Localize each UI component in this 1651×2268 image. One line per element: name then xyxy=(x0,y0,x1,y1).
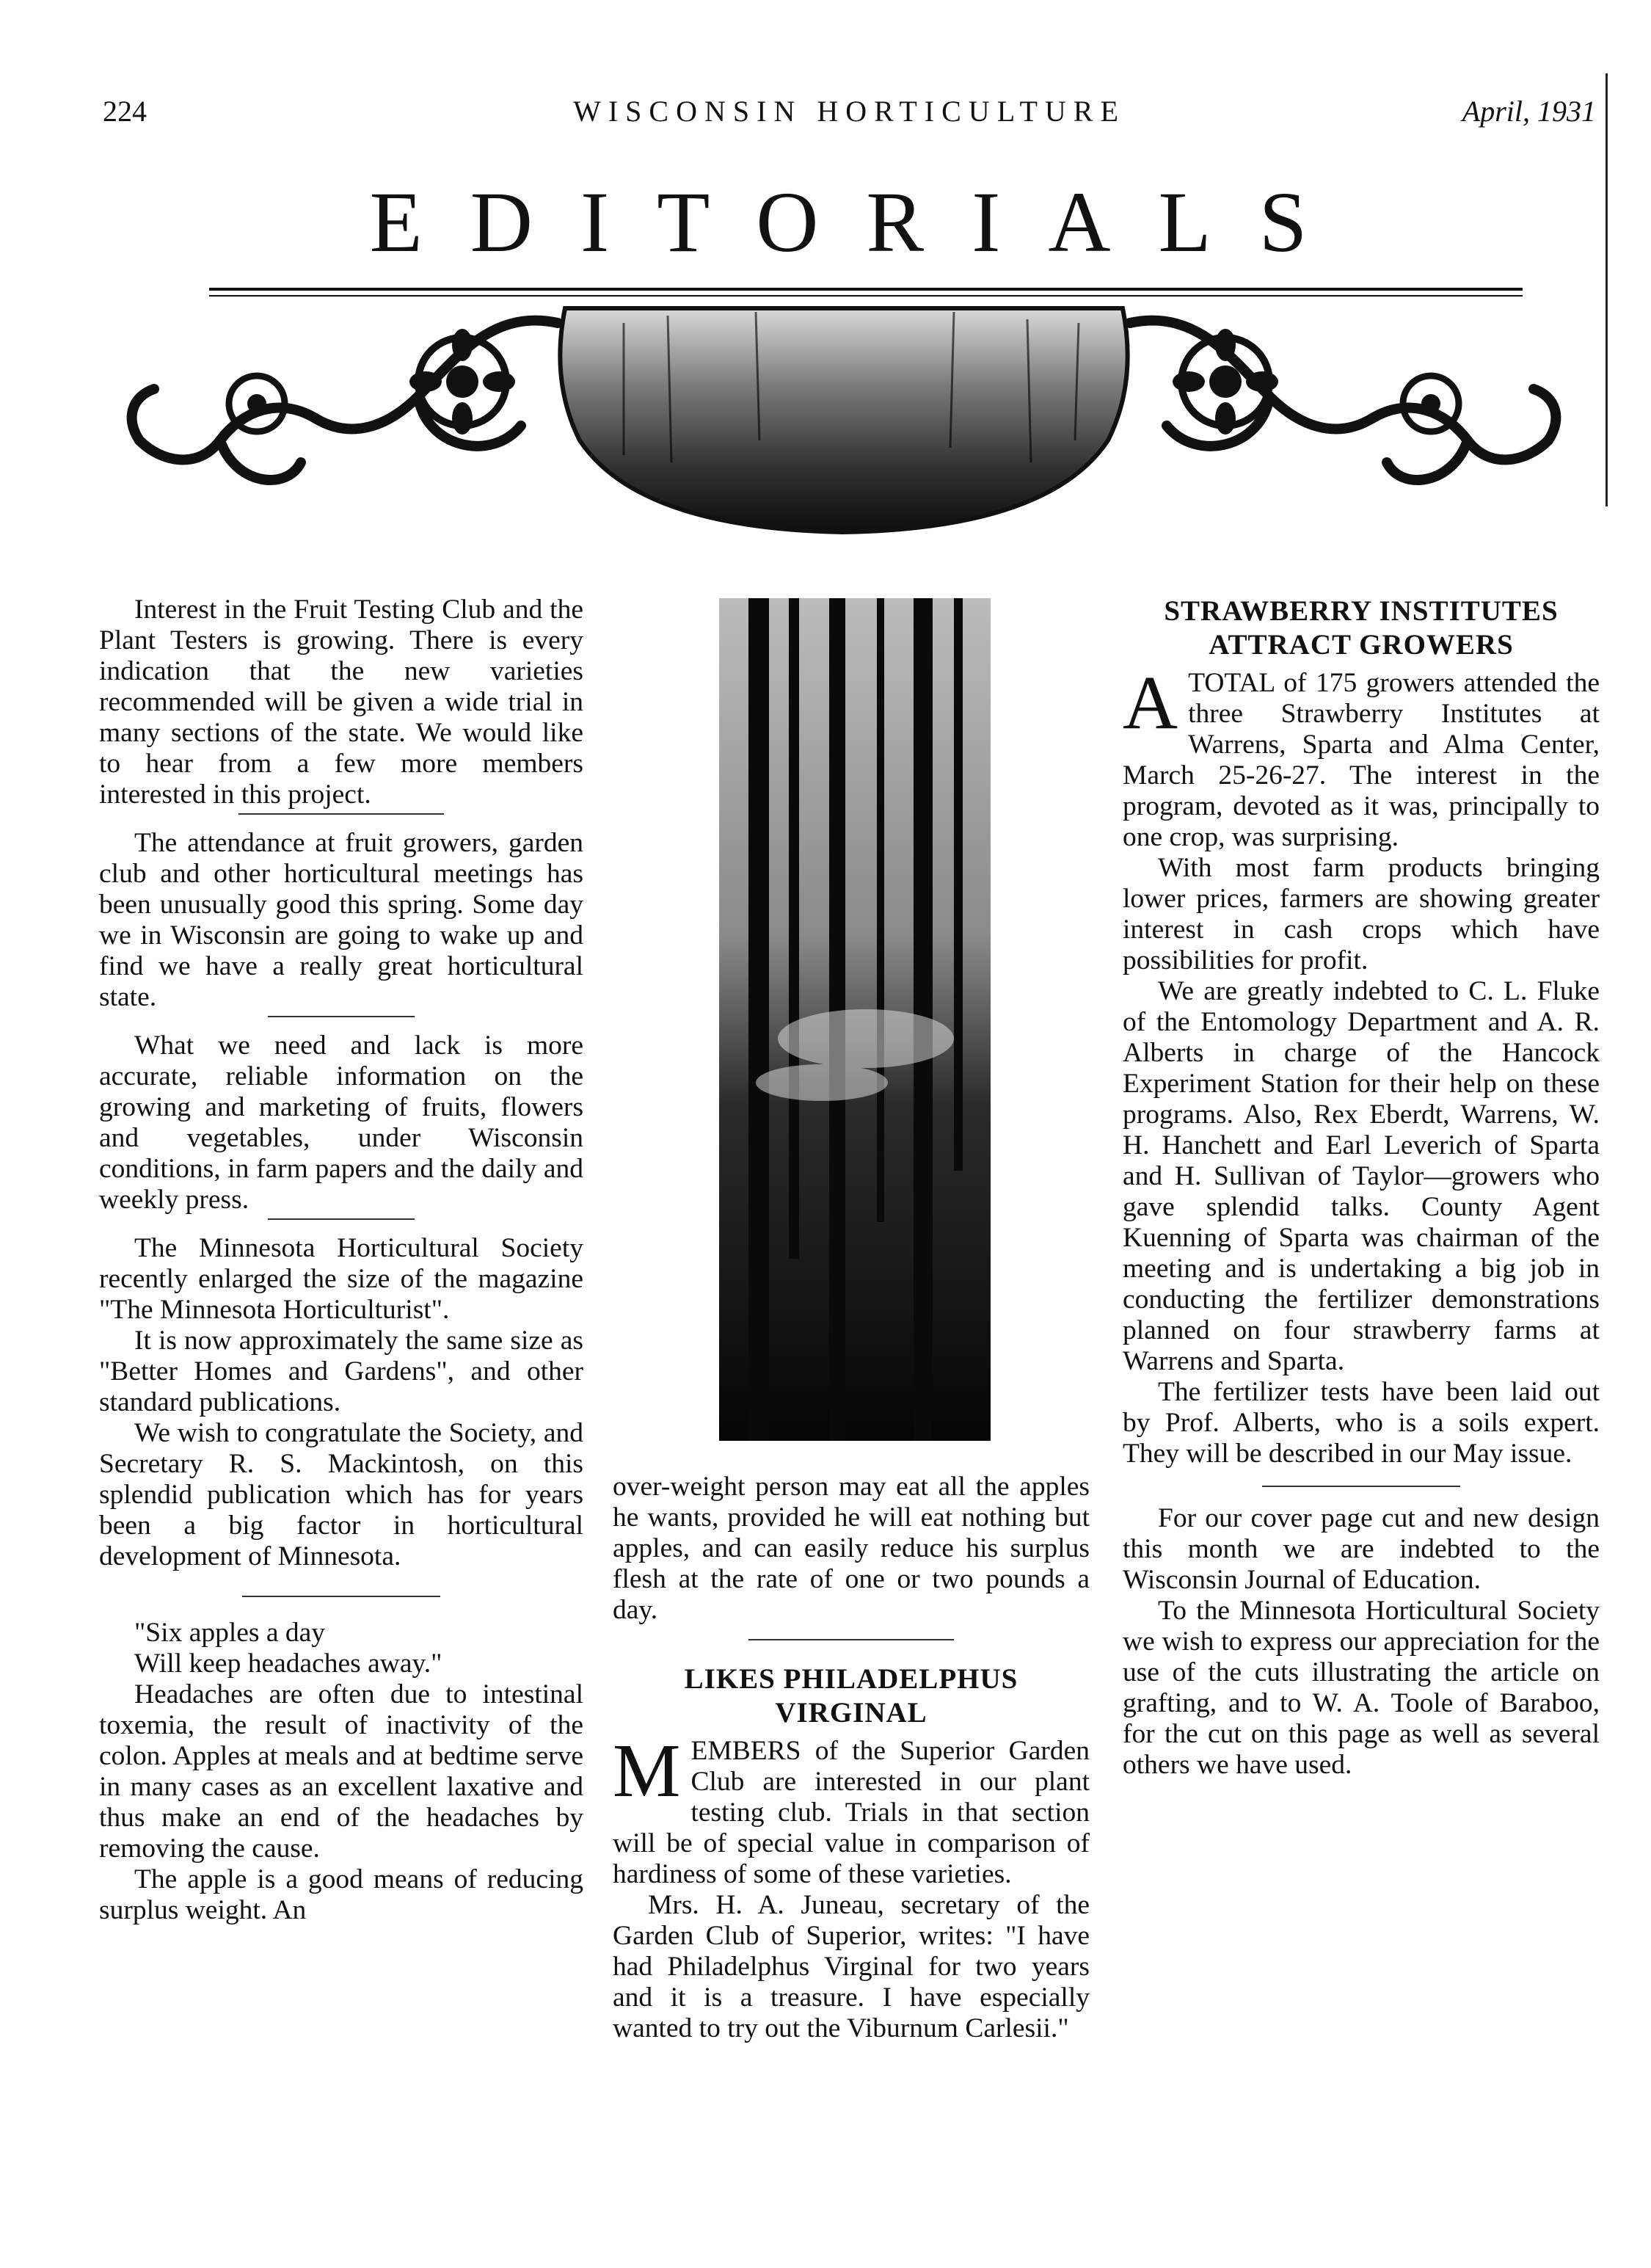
right-column xyxy=(1123,595,1600,1781)
paragraph: The attendance at fruit growers, garden club and other horticultural meetings has been unusually good this spring. Some day we in Wisconsin are going to wake up and find we have a really great horticultural state. xyxy=(99,828,583,1012)
drop-cap-letter: A xyxy=(1123,661,1178,745)
forest-stream-photo xyxy=(719,598,991,1441)
separator-rule xyxy=(268,1016,415,1017)
continued-paragraph: over-weight person may eat all the apples he wants, provided he will eat nothing but apples, and can easily reduce his surplus flesh at the rate of one or two pounds a day. xyxy=(613,1472,1090,1625)
left-column xyxy=(99,595,583,1926)
separator-rule xyxy=(268,1218,415,1220)
verse-line: "Six apples a day xyxy=(134,1618,326,1648)
paragraph: The apple is a good means of reducing surplus weight. An xyxy=(99,1864,583,1925)
separator-rule xyxy=(242,1596,440,1597)
paragraph: For our cover page cut and new design this month we are indebted to the Wisconsin Journal of Education. xyxy=(1123,1503,1600,1595)
scroll-ornament-with-woodland-photo xyxy=(110,294,1578,536)
magazine-title: WISCONSIN HORTICULTURE xyxy=(573,95,1126,128)
paragraph: The Minnesota Horticultural Society recently enlarged the size of the magazine "The Minnesota Horticulturist". xyxy=(99,1233,583,1325)
page-edge-line xyxy=(1606,73,1608,506)
paragraph: What we need and lack is more accurate, reliable information on the growing and marketing of fruits, flowers and vegetables, under Wisconsin conditions, in farm papers and the daily and weekly press. xyxy=(99,1031,583,1215)
separator-rule xyxy=(1262,1486,1460,1487)
middle-column xyxy=(613,1472,1090,2044)
paragraph: We are greatly indebted to C. L. Fluke of the Entomology Department and A. R. Alberts in charge of the Hancock Experiment Station for their help on these programs. Also, Rex Eberdt, Warrens, W. H. Hanchett and Earl Leverich of Sparta and H. Sullivan of Taylor—growers who gave splendid talks. County Agent Kuenning of Sparta was chairman of the meeting and is undertaking a big job in conducting the fertilizer demonstrations planned on four strawberry farms at Warrens and Sparta. xyxy=(1123,976,1600,1376)
paragraph: The fertilizer tests have been laid out by Prof. Alberts, who is a soils expert. They will be described in our May issue. xyxy=(1123,1377,1600,1469)
paragraph: Headaches are often due to intestinal toxemia, the result of inactivity of the colon. Apples at meals and at bedtime serve in many cases as an excellent laxative and thus make an end of the headaches by removing the cause. xyxy=(99,1679,583,1864)
banner-rule-top xyxy=(209,288,1523,291)
paragraph: Interest in the Fruit Testing Club and the Plant Testers is growing. There is every indication that the new varieties recommended will be given a wide trial in many sections of the state. We would like to hear from a few more members interested in this project. xyxy=(99,595,583,810)
article-heading-philadelphus: LIKES PHILADELPHUS VIRGINAL xyxy=(684,1663,1018,1729)
paragraph: MEMBERS of the Superior Garden Club are interested in our plant testing club. Trials in that section will be of special value in comparison of hardiness of some of these varieties. xyxy=(613,1729,1090,1889)
paragraph: It is now approximately the same size as "Better Homes and Gardens", and other standard publications. xyxy=(99,1326,583,1417)
running-header xyxy=(103,94,1596,138)
drop-cap-letter: M xyxy=(613,1729,681,1813)
separator-rule xyxy=(238,813,444,815)
paragraph: To the Minnesota Horticultural Society we wish to express our appreciation for the use of the cuts illustrating the article on grafting, and to W. A. Toole of Baraboo, for the cut on this page as well as several others we have used. xyxy=(1123,1596,1600,1780)
editorials-title: EDITORIALS xyxy=(369,174,1355,270)
issue-date: April, 1931 xyxy=(1462,95,1596,128)
page-number: 224 xyxy=(103,95,147,128)
paragraph: With most farm products bringing lower prices, farmers are showing greater interest in cash crops which have possibilities for profit. xyxy=(1123,853,1600,975)
separator-rule xyxy=(748,1639,954,1640)
paragraph: ATOTAL of 175 growers attended the three Strawberry Institutes at Warrens, Sparta and Alma Center, March 25-26-27. The interest in the program, devoted as it was, principally to one crop, was surprising. xyxy=(1123,661,1600,852)
verse-line: Will keep headaches away." xyxy=(134,1649,442,1679)
woodland-scene-photo xyxy=(560,308,1127,532)
paragraph: Mrs. H. A. Juneau, secretary of the Garden Club of Superior, writes: "I have had Philadelphus Virginal for two years and it is a treasure. I have especially wanted to try out the Viburnum Carlesii." xyxy=(613,1890,1090,2043)
paragraph: We wish to congratulate the Society, and Secretary R. S. Mackintosh, on this splendid publication which has for years been a big factor in horticultural development of Minnesota. xyxy=(99,1418,583,1571)
article-heading-strawberry: STRAWBERRY INSTITUTES ATTRACT GROWERS xyxy=(1164,595,1559,661)
